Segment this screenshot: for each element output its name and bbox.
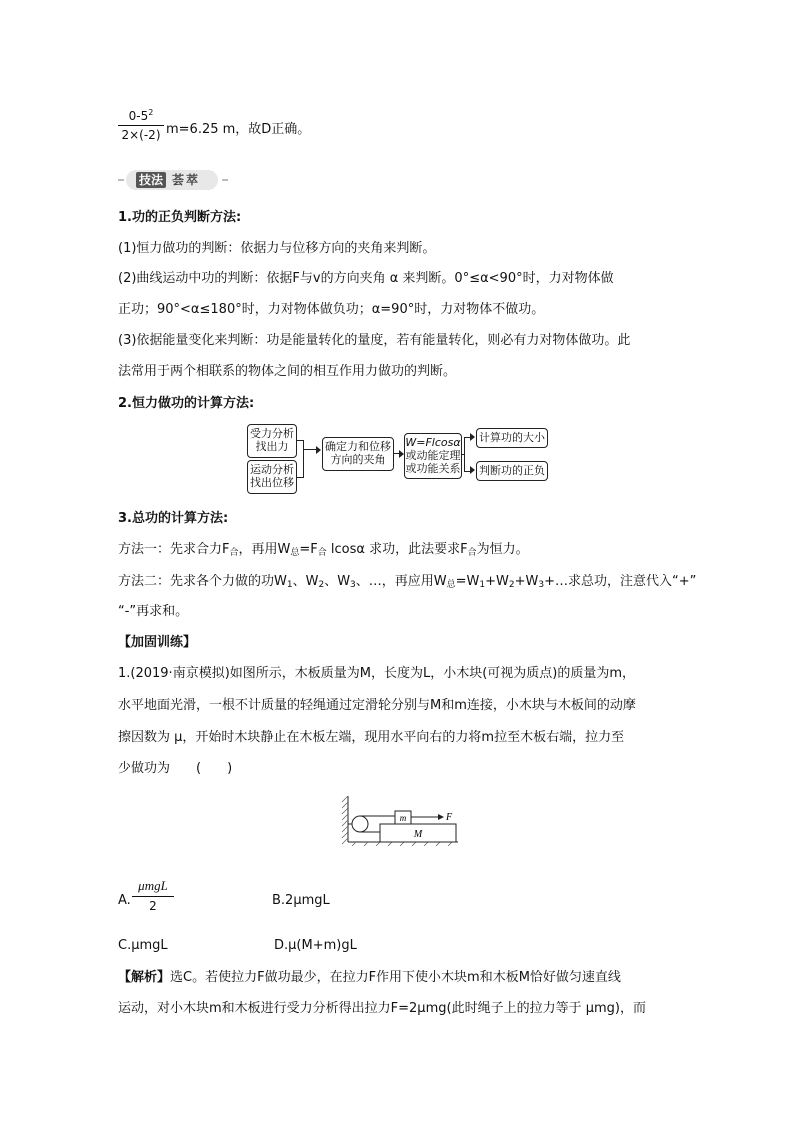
analysis-line1: 【解析】选C。若使拉力F做功最少，在拉力F作用下使小木块m和木板M恰好做匀速直线	[118, 970, 621, 985]
question-line3: 擦因数为 μ，开始时木块静止在木板左端，现用水平向右的力将m拉至木板右端，拉力至	[118, 730, 625, 745]
analysis-line2: 运动，对小木块m和木板进行受力分析得出拉力F=2μmg(此时绳子上的拉力等于 μmg)，而	[118, 1001, 646, 1016]
sec1-line3: 正功；90°<α≤180°时，力对物体做负功；α=90°时，力对物体不做功。	[118, 302, 545, 317]
fraction-numerator: $0-5^2$	[128, 108, 154, 123]
option-A-fraction: μmgL 2	[132, 878, 174, 913]
flow-box-formula: W=Flcosα 或动能定理 或功能关系	[404, 433, 462, 479]
sec1-line5: 法常用于两个相联系的物体之间的相互作用力做功的判断。	[118, 364, 457, 379]
label-F: F	[446, 812, 453, 823]
badge-part2: 荟萃	[172, 173, 201, 187]
fraction-denominator: 2×(-2)	[121, 128, 161, 142]
option-B: B.2μmgL	[272, 893, 330, 908]
flow-bracket-left	[297, 440, 304, 478]
top-fraction	[118, 108, 164, 142]
question-line2: 水平地面光滑，一根不计质量的轻绳通过定滑轮分别与M和m连接，小木块与木板间的动摩	[118, 698, 636, 713]
flow-box-sign: 判断功的正负	[476, 461, 548, 481]
top-fraction-rest: m=6.25 m，故D正确。	[166, 122, 311, 137]
badge-part1: 技法	[136, 172, 166, 188]
flow-box-magnitude: 计算功的大小	[476, 428, 548, 448]
pulley	[352, 816, 368, 832]
sec3-method2-cont: “-”再求和。	[118, 604, 189, 619]
sec2-heading: 2.恒力做功的计算方法:	[118, 396, 255, 411]
option-A-prefix: A.	[118, 893, 131, 908]
question-line4: 少做功为 ( )	[118, 761, 233, 776]
section-badge	[118, 170, 228, 190]
label-M: M	[413, 829, 423, 840]
training-title: 【加固训练】	[118, 635, 197, 650]
sec1-line4: (3)依据能量变化来判断：功是能量转化的量度，若有能量转化，则必有力对物体做功。此	[118, 333, 631, 348]
flow-box-angle: 确定力和位移 方向的夹角	[322, 437, 394, 471]
sec3-heading: 3.总功的计算方法:	[118, 511, 229, 526]
flow-box-motion: 运动分析 找出位移	[247, 460, 297, 494]
sec3-method2: 方法二：先求各个力做的功$W_1$、$W_2$、$W_3$、…，再应用$W_总=W_1+W_2+W_3+\dots$求总功，注意代入“+”	[118, 574, 697, 590]
sec1-line1: (1)恒力做功的判断：依据力与位移方向的夹角来判断。	[118, 241, 436, 256]
analysis-tag: 【解析】	[118, 970, 171, 985]
sec3-method1: 方法一：先求合力$F_合$，再用$W_总=F_合$ lcosα 求功，此法要求$F_合$为恒力。	[118, 542, 529, 558]
question-line1: 1.(2019·南京模拟)如图所示，木板质量为M，长度为L，小木块(可视为质点)的质量为m，	[118, 666, 636, 681]
label-m: m	[399, 813, 407, 823]
pulley-figure	[340, 794, 462, 846]
option-C: C.μmgL	[118, 938, 168, 953]
sec1-line2: (2)曲线运动中功的判断：依据F与v的方向夹角 α 来判断。0°≤α<90°时，力对物体做	[118, 271, 614, 286]
sec1-heading: 1.功的正负判断方法:	[118, 210, 242, 225]
flow-box-force: 受力分析 找出力	[247, 424, 297, 458]
option-D: D.μ(M+m)gL	[274, 938, 357, 953]
